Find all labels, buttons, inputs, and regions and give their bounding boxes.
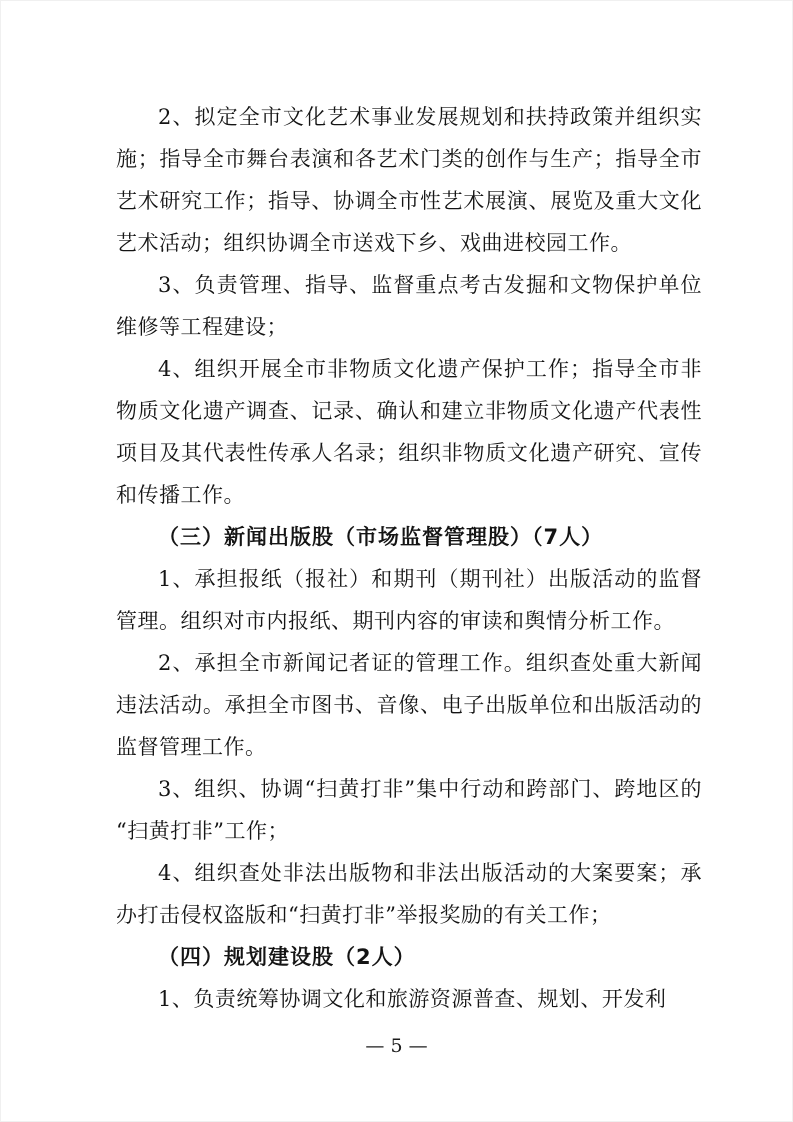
paragraph: 1、负责统筹协调文化和旅游资源普查、规划、开发利 [158,987,667,1011]
paragraph: 1、承担报纸（报社）和期刊（期刊社）出版活动的监督管理。组织对市内报纸、期刊内容的审读和舆情分析工作。 [116,567,702,633]
paragraph: 2、拟定全市文化艺术事业发展规划和扶持政策并组织实施；指导全市舞台表演和各艺术门类的创作与生产；指导全市艺术研究工作；指导、协调全市性艺术展演、展览及重大文化艺术活动；组织协调全市送戏下乡、戏曲进校园工作。 [116,105,702,255]
page-number: — 5 — [365,1035,428,1057]
paragraph: 3、负责管理、指导、监督重点考古发掘和文物保护单位维修等工程建设； [116,273,702,339]
paragraph: 3、组织、协调“扫黄打非”集中行动和跨部门、跨地区的“扫黄打非”工作； [116,777,702,843]
paragraph: 4、组织开展全市非物质文化遗产保护工作；指导全市非物质文化遗产调查、记录、确认和建立非物质文化遗产代表性项目及其代表性传承人名录；组织非物质文化遗产研究、宣传和传播工作。 [116,357,702,507]
section-heading: （三）新闻出版股（市场监督管理股）（7人） [158,525,604,549]
section-heading: （四）规划建设股（2人） [158,945,416,969]
document-body [116,96,702,1020]
paragraph: 2、承担全市新闻记者证的管理工作。组织查处重大新闻违法活动。承担全市图书、音像、电子出版单位和出版活动的监督管理工作。 [116,651,702,759]
paragraph: 4、组织查处非法出版物和非法出版活动的大案要案；承办打击侵权盗版和“扫黄打非”举报奖励的有关工作； [116,861,702,927]
